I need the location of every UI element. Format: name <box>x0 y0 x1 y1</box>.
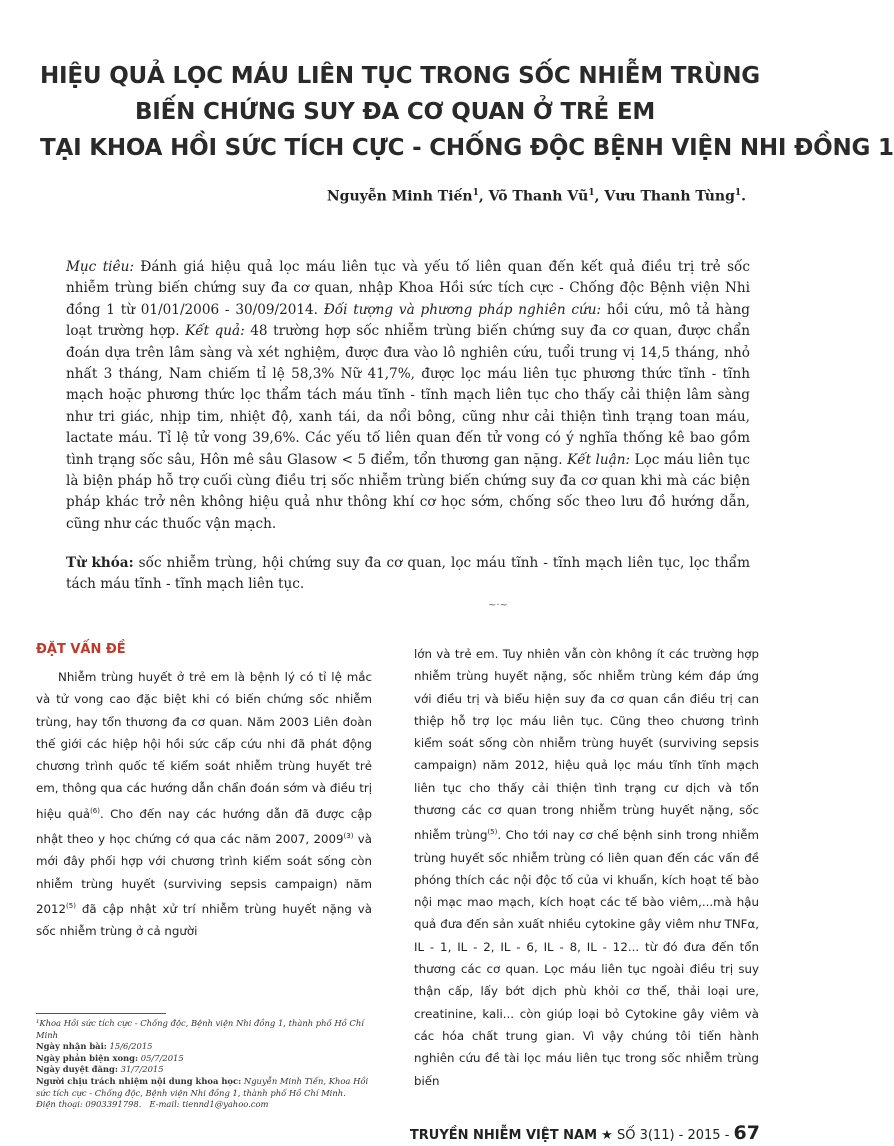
phone: Điện thoại: 0903391798. <box>36 1099 142 1110</box>
results-label: Kết quả: <box>185 323 245 340</box>
methods-label: Đối tượng và phương pháp nghiên cứu: <box>323 301 602 318</box>
abstract <box>66 257 750 535</box>
responsible-label: Người chịu trách nhiệm nội dung khoa học: <box>36 1075 242 1086</box>
abstract-paragraph <box>66 257 750 535</box>
author-name: Vưu Thanh Tùng <box>604 188 735 205</box>
citation: (5) <box>66 901 76 910</box>
citation: (5) <box>487 828 498 837</box>
footnote-affiliation: ¹Khoa Hồi sức tích cực - Chống độc, Bệnh viện Nhi đồng 1, thành phố Hồ Chí Minh <box>36 1018 364 1040</box>
citation: (6) <box>90 806 100 815</box>
footnote-responsible <box>36 1076 372 1099</box>
body-column-right <box>414 643 759 1092</box>
results-text: 48 trường hợp sốc nhiễm trùng biến chứng suy đa cơ quan, được chẩn đoán dựa trên lâm sàng và xét nghiệm, được đưa vào lô nghiên cứu, tuổi trung vị 14,5 tháng, nhỏ nhất 3 tháng, Nam chiếm tỉ lệ 58,3% Nữ 41,7%, được lọc máu liên tục phương thức tĩnh - tĩnh mạch hoặc phương thức lọc thẩm tách máu tĩnh - tĩnh mạch liên tục cho thấy cải thiện lâm sàng như tri giác, nhịp tim, nhiệt độ, xanh tái, da nổi bông, cũng như cải thiện tình trạng toan máu, lactate máu. Tỉ lệ tử vong 39,6%. Các yếu tố liên quan đến tử vong có ý nghĩa thống kê bao gồm tình trạng sốc sâu, Hôn mê sâu Glasow < 5 điểm, tổn thương gan nặng. <box>66 323 750 468</box>
author-affiliation-mark: 1 <box>734 188 742 198</box>
keywords-label: Từ khóa: <box>66 555 134 571</box>
author-name: Nguyễn Minh Tiến <box>326 188 473 205</box>
author-affiliation-mark: 1 <box>588 188 595 198</box>
author-name: Võ Thanh Vũ <box>488 188 589 205</box>
methods-text: hồi cứu, mô tả hàng loạt trường hợp. <box>66 301 750 340</box>
email: E-mail: tiennd1@yahoo.com <box>149 1099 269 1110</box>
conclusion-text: Lọc máu liên tục là biện pháp hỗ trợ cuối cùng điều trị sốc nhiễm trùng biến chứng suy đa cơ quan khi mà các biện pháp khác trở nên không hiệu quả như thông khí cơ học sớm, chống sốc theo lưu đồ hướng dẫn, cũng như các thuốc vận mạch. <box>66 451 750 532</box>
reviewed-date: 05/7/2015 <box>138 1052 184 1063</box>
reviewed-label: Ngày phản biện xong: <box>36 1052 139 1063</box>
article-title <box>40 58 894 166</box>
citation: (3) <box>343 832 354 840</box>
keywords-text: sốc nhiễm trùng, hội chứng suy đa cơ quan, lọc máu tĩnh - tĩnh mạch liên tục, lọc thẩm tách máu tĩnh - tĩnh mạch liên tục. <box>66 555 750 593</box>
title-line-2: BIẾN CHỨNG SUY ĐA CƠ QUAN Ở TRẺ EM <box>134 99 656 125</box>
footnote-accepted <box>36 1064 372 1076</box>
title-line-1: HIỆU QUẢ LỌC MÁU LIÊN TỤC TRONG SỐC NHIỄM TRÙNG <box>40 63 760 89</box>
body-column-left <box>36 640 372 942</box>
received-label: Ngày nhận bài: <box>36 1041 107 1052</box>
author-separator: , <box>594 188 605 205</box>
issue-info: SỐ 3(11) - 2015 - <box>616 1128 730 1143</box>
author-affiliation-mark: 1 <box>472 188 479 198</box>
title-line-3: TẠI KHOA HỒI SỨC TÍCH CỰC - CHỐNG ĐỘC BỆNH VIỆN NHI ĐỒNG 1 <box>40 135 894 161</box>
star-icon: ★ <box>601 1128 613 1143</box>
body-text: lớn và trẻ em. Tuy nhiên vẫn còn không ít các trường hợp nhiễm trùng huyết nặng, sốc nhiễm trùng kém đáp ứng với điều trị và biểu hiện suy đa cơ quan cần điều trị can thiệp hỗ trợ lọc máu liên tục. Cũng theo chương trình kiểm soát sống còn nhiễm trùng huyết (surviving sepsis campaign) năm 2012, hiệu quả lọc máu tĩnh tĩnh mạch liên tục cho thấy cải thiện tình trạng cư dịch và tổn thương các cơ quan trong nhiễm trùng huyết nặng, sốc nhiễm trùng <box>414 647 759 843</box>
footnote-contact <box>36 1099 372 1111</box>
conclusion-label: Kết luận: <box>567 451 631 468</box>
footnotes <box>36 1018 372 1111</box>
objective-text: Đánh giá hiệu quả lọc máu liên tục và yếu tố liên quan đến kết quả điều trị trẻ sốc nhiễm trùng biến chứng suy đa cơ quan, nhập Khoa Hồi sức tích cực - Chống độc Bệnh viện Nhi đồng 1 từ 01/01/2006 - 30/09/2014. <box>66 259 750 318</box>
footnote-reviewed <box>36 1053 372 1065</box>
author-list <box>327 188 746 205</box>
author-separator: . <box>741 188 746 205</box>
responsible-text: Nguyễn Minh Tiến, Khoa Hồi sức tích cực - Chống độc, Bệnh viện Nhi đồng 1, thành phố Hồ Chí Minh. <box>36 1075 369 1098</box>
body-text: . Cho đến nay các hướng dẫn đã được cập nhật theo y học chứng cớ qua các năm 2007, 2009 <box>36 806 372 846</box>
objective-label: Mục tiêu: <box>66 259 134 275</box>
section-heading: ĐẶT VẤN ĐỀ <box>36 642 126 657</box>
author-separator: , <box>478 188 489 205</box>
body-text: và mới đây phối hợp với chương trình kiểm soát sống còn nhiễm trùng huyết (surviving sepsis campaign) năm 2012 <box>36 831 372 916</box>
body-text: đã cập nhật xử trí nhiễm trùng huyết nặng và sốc nhiễm trùng ở cả người <box>36 901 372 939</box>
received-date: 15/6/2015 <box>106 1041 153 1052</box>
accepted-label: Ngày duyệt đăng: <box>36 1064 118 1075</box>
body-text: Nhiễm trùng huyết ở trẻ em là bệnh lý có tỉ lệ mắc và tử vong cao đặc biệt khi có biến chứng sốc nhiễm trùng, hay tổn thương đa cơ quan. Năm 2003 Liên đoàn thế giới các hiệp hội hồi sức cấp cứu nhi đã phát động chương trình quốc tế kiểm soát nhiễm trùng huyết trẻ em, thông qua các hướng dẫn chẩn đoán sớm và điều trị hiệu quả <box>36 670 372 821</box>
footnote-received <box>36 1041 372 1053</box>
accepted-date: 31/7/2015 <box>117 1064 164 1075</box>
page-footer <box>410 1122 760 1144</box>
journal-name: TRUYỀN NHIỄM VIỆT NAM <box>409 1128 598 1143</box>
body-paragraph <box>36 666 372 942</box>
body-text: . Cho tới nay cơ chế bệnh sinh trong nhiễm trùng huyết sốc nhiễm trùng có liên quan đến các vấn đề phóng thích các nội độc tố của vi khuẩn, kích hoạt tế bào nội mạc mao mạch, kích hoạt các tế bào viêm,...mà hậu quả đưa đến sản xuất nhiều cytokine gây viêm như TNFα, IL - 1, IL - 2, IL - 6, IL - 8, IL - 12... từ đó đưa đến tổn thương các cơ quan. Lọc máu liên tục ngoài điều trị suy thận cấp, lấy bớt dịch phù khỏi cơ thể, thải loại ure, creatinine, kali... còn giúp loại bỏ Cytokine gây viêm và các hóa chất trung gian. Vì vậy chúng tôi tiến hành nghiên cứu đề tài lọc máu liên tục trong sốc nhiễm trùng biến <box>414 828 759 1088</box>
page-number: 67 <box>733 1122 760 1144</box>
keywords <box>66 553 750 596</box>
footnote-rule <box>36 1013 166 1014</box>
section-separator: ~·~ <box>488 600 508 611</box>
body-paragraph <box>414 643 759 1092</box>
